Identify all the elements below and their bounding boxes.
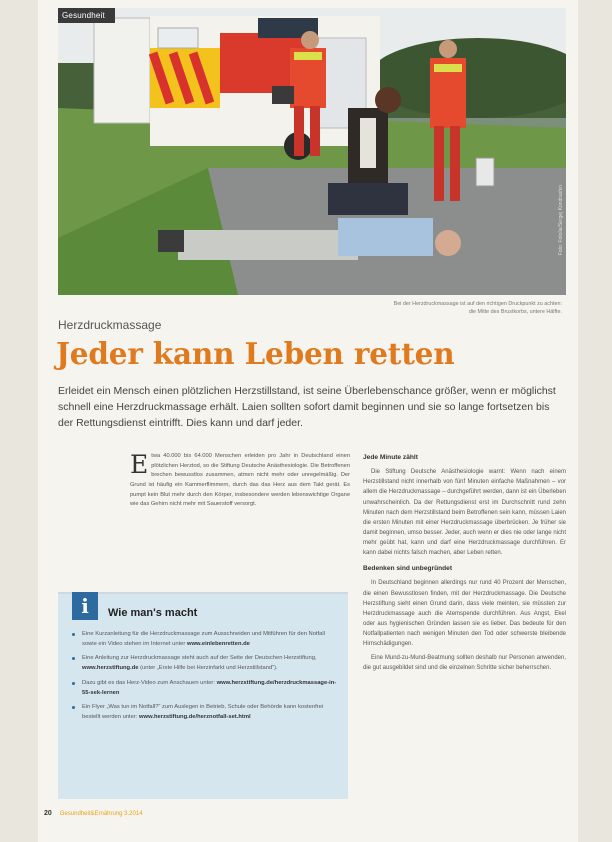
subheading-minute: Jede Minute zählt bbox=[363, 454, 418, 461]
body-column-left bbox=[130, 452, 350, 510]
list-item: Dazu gibt es das Herz-Video zum Anschauen unter: www.herzstiftung.de/herzdruckmassage-in-55-sek-lernen bbox=[70, 679, 340, 698]
list-item: Eine Anleitung zur Herzdruckmassage steht auch auf der Seite der Deutschen Herzstiftung, www.herzstiftung.de (unter „Erste Hilfe bei Herzinfarkt und Herzstillstand“). bbox=[70, 654, 340, 673]
magazine-name: Gesundheit&Ernährung 3.2014 bbox=[59, 811, 143, 817]
page-footer bbox=[44, 810, 574, 817]
section-tag: Gesundheit bbox=[58, 8, 115, 23]
photo-caption: Bei der Herzdruckmassage ist auf den richtigen Druckpunkt zu achten: die Mitte des Brustkorbs, untere Hälfte. bbox=[393, 301, 562, 316]
link[interactable]: www.herzstiftung.de bbox=[82, 665, 139, 672]
headline: Jeder kann Leben retten bbox=[56, 336, 455, 371]
subheading-concerns: Bedenken sind unbegründet bbox=[363, 565, 453, 573]
paragraph: Eine Mund-zu-Mund-Beatmung sollten deshalb nur Personen anwenden, die gut ausgebildet sind und die einzelnen Schritte sicher beherrschen. bbox=[363, 655, 566, 672]
list-item: Eine Kurzanleitung für die Herzdruckmassage zum Ausschneiden und Mitführen für den Notfall sowie ein Video stehen im Internet unter www.einlebenretten.de bbox=[70, 630, 340, 649]
link[interactable]: www.einlebenretten.de bbox=[186, 640, 250, 647]
photo-credit: Foto: Fotolia/Sergej Kondrashin bbox=[558, 184, 564, 255]
link[interactable]: www.herzstiftung.de/herzdruckmassage-in-55-sek-lernen bbox=[82, 679, 337, 696]
paragraph: Die Stiftung Deutsche Anästhesiologie warnt: Wenn nach einem Herzstillstand nicht innerhalb von fünf Minuten einfache Maßnahmen – vor allem die Herzdruckmassage – durchgeführt werden, dann ist ein Überleben unwahrscheinlich. Da der Rettungsdienst erst im Durchschnitt rund zehn Minuten nach dem Herzstillstand beim Betroffenen sein kann, müssen Laien die ersten Minuten mit einer Herzdruckmassage überbrücken. Je früher sie damit beginnen, umso besser. Jeder, auch wenn er dies nie oder lange nicht mehr geübt hat, kann und darf eine Herzdruckmassage durchführen. Er kann dabei nichts falsch machen, aber Leben retten. bbox=[363, 469, 566, 557]
info-list bbox=[70, 630, 340, 728]
body-text: twa 40.000 bis 64.000 Menschen erleiden pro Jahr in Deutschland einen plötzlichen Herztod, so die Stiftung Deutsche Anästhesiologie. Die Betroffenen brechen bewusstlos zusammen, atmen nicht mehr oder unregelmäßig. Der Grund ist häufig ein Kammerflimmern, durch das das Herz aus dem Takt gerät. Es pumpt kein Blut mehr durch den Körper, insbesondere werden lebenswichtige Organe wie das Gehirn nicht mehr mit Sauerstoff versorgt. bbox=[130, 453, 350, 508]
body-column-right bbox=[363, 452, 566, 678]
kicker: Herzdruckmassage bbox=[58, 318, 162, 332]
link[interactable]: www.herzstiftung.de/herznotfall-set.html bbox=[139, 714, 251, 721]
lead-paragraph: Erleidet ein Mensch einen plötzlichen Herzstillstand, ist seine Überlebenschance größer, wenn er möglichst schnell eine Herzdruckmassage erhält. Laien sollten sofort damit beginnen und sie so lange fortsetzen bis der Rettungsdienst eintrifft. Dies kann und darf jeder. bbox=[58, 385, 556, 429]
paragraph: In Deutschland beginnen allerdings nur rund 40 Prozent der Menschen, die einen Bewusstlosen finden, mit der Herzdruckmassage. Die Deutsche Herzstiftung sieht einen Grund darin, dass viele meinten, sie müssten zur Herzdruckmassage auch die Atemspende durchführen. Aus Angst, Ekel oder aus hygienischen Gründen lassen sie es lieber. Das bedeute für den Notfallpatienten nach wenigen Minuten den Tod oder schwerste bleibende Hirnschädigungen. bbox=[363, 580, 566, 648]
drop-cap: E bbox=[130, 450, 149, 479]
info-icon: i bbox=[72, 592, 98, 620]
rescue-scene-illustration bbox=[58, 8, 566, 295]
info-box-title: Wie man's macht bbox=[108, 607, 198, 619]
hero-photo bbox=[58, 8, 566, 295]
page-number: 20 bbox=[44, 810, 52, 817]
list-item: Ein Flyer „Was tun im Notfall?“ zum Auslegen in Betrieb, Schule oder Behörde kann kostenfrei bestellt werden unter: www.herzstiftung.de/herznotfall-set.html bbox=[70, 703, 340, 722]
